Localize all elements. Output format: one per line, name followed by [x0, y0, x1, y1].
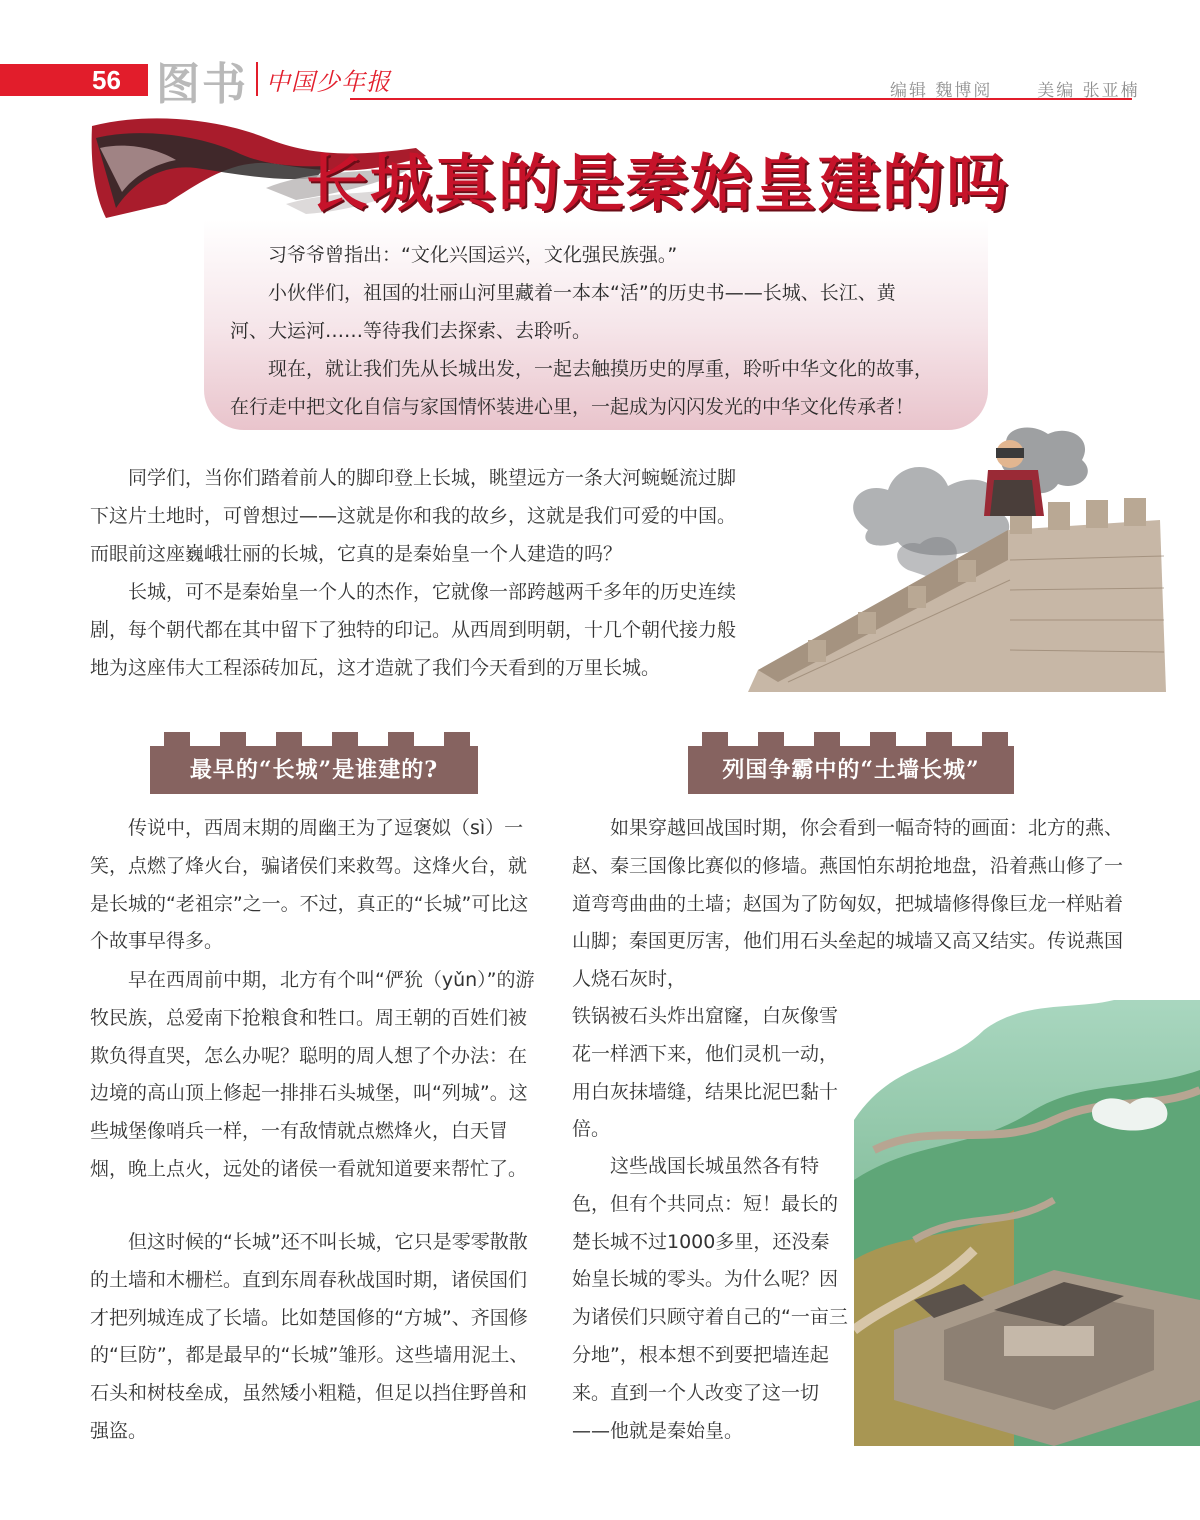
great-wall-soldier-illustration [748, 420, 1168, 698]
section-heading-left [150, 732, 478, 794]
editor-credits [890, 76, 1140, 101]
right-paragraph-1-continued: 铁锅被石头炸出窟窿，白灰像雪花一样洒下来，他们灵机一动，用白灰抹墙缝，结果比泥巴黏十倍。 [572, 1005, 839, 1141]
lead-paragraph-1: 同学们，当你们踏着前人的脚印登上长城，眺望远方一条大河蜿蜒流过脚下这片土地时，可曾想过——这就是你和我的故乡，这就是我们可爱的中国。而眼前这座巍峨壮丽的长城，它真的是秦始皇一个人建造的吗？ [90, 467, 737, 565]
great-wall-mountains-illustration [854, 1000, 1200, 1446]
intro-paragraph-1: 习爷爷曾指出：“文化兴国运兴，文化强民族强。” [268, 244, 678, 266]
section-heading-right [688, 732, 1014, 794]
header-separator [256, 62, 258, 96]
editor-name: 魏博阅 [935, 81, 993, 101]
left-paragraph-3: 但这时候的“长城”还不叫长城，它只是零零散散的土墙和木栅栏。直到东周春秋战国时期，诸侯国们才把列城连成了长墙。比如楚国修的“方城”、齐国修的“巨防”，都是最早的“长城”雏形。这些墙用泥土、石头和树枝垒成，虽然矮小粗糙，但足以挡住野兽和强盗。 [90, 1231, 529, 1442]
page-number: 56 [92, 65, 121, 95]
section-name: 图书 [156, 59, 248, 110]
newspaper-logo: 中国少年报 [266, 68, 391, 96]
intro-paragraph-2b: 河、大运河……等待我们去探索、去聆听。 [230, 320, 592, 342]
right-paragraph-1: 如果穿越回战国时期，你会看到一幅奇特的画面：北方的燕、赵、秦三国像比赛似的修墙。燕国怕东胡抢地盘，沿着燕山修了一道弯弯曲曲的土墙；赵国为了防匈奴，把城墙修得像巨龙一样贴着山脚；秦国更厉害，他们用石头垒起的城墙又高又结实。传说燕国人烧石灰时， [572, 817, 1124, 991]
article-title: 长城真的是秦始皇建的吗 [306, 147, 1011, 220]
designer-name: 张亚楠 [1082, 81, 1140, 101]
left-paragraph-2: 早在西周前中期，北方有个叫“俨狁（yǔn）”的游牧民族，总爱南下抢粮食和牲口。周王朝的百姓们被欺负得直哭，怎么办呢？聪明的周人想了个办法：在边境的高山顶上修起一排排石头城堡，叫“列城”。这些城堡像哨兵一样，一有敌情就点燃烽火，白天冒烟，晚上点火，远处的诸侯一看就知道要来帮忙了。 [90, 969, 535, 1180]
intro-paragraph-3a: 现在，就让我们先从长城出发，一起去触摸历史的厚重，聆听中华文化的故事， [268, 358, 934, 380]
right-paragraph-2: 这些战国长城虽然各有特色，但有个共同点：短！最长的楚长城不过1000多里，还没秦始皇长城的零头。为什么呢？因为诸侯们只顾守着自己的“一亩三分地”，根本想不到要把墙连起来。直到一个人改变了这一切——他就是秦始皇。 [572, 1155, 848, 1442]
left-paragraph-1: 传说中，西周末期的周幽王为了逗褒姒（sì）一笑，点燃了烽火台，骗诸侯们来救驾。这烽火台，就是长城的“老祖宗”之一。不过，真正的“长城”可比这个故事早得多。 [90, 817, 529, 953]
intro-paragraph-3b: 在行走中把文化自信与家国情怀装进心里，一起成为闪闪发光的中华文化传承者！ [230, 396, 915, 418]
editor-label: 编辑 [890, 81, 928, 101]
section-heading-right-text: 列国争霸中的“土墙长城” [688, 746, 1014, 794]
lead-paragraph-2: 长城，可不是秦始皇一个人的杰作，它就像一部跨越两千多年的历史连续剧，每个朝代都在其中留下了独特的印记。从西周到明朝，十几个朝代接力般地为这座伟大工程添砖加瓦，这才造就了我们今天看到的万里长城。 [90, 581, 737, 679]
section-heading-left-text: 最早的“长城”是谁建的? [150, 746, 478, 794]
designer-label: 美编 [1037, 81, 1076, 101]
intro-paragraph-2a: 小伙伴们，祖国的壮丽山河里藏着一本本“活”的历史书——长城、长江、黄 [268, 282, 896, 304]
